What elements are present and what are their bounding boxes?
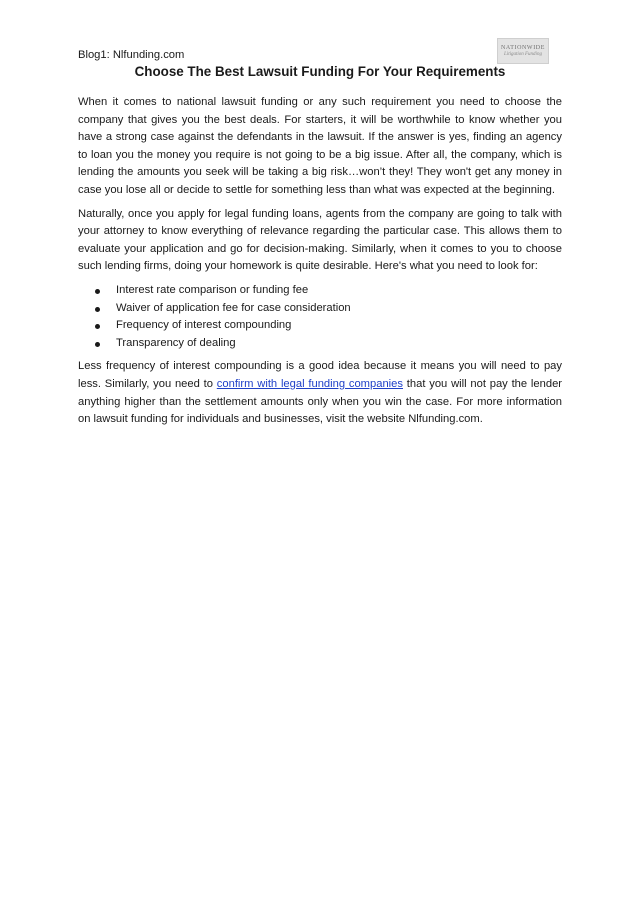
- legal-funding-link[interactable]: confirm with legal funding companies: [216, 377, 403, 390]
- paragraph-3-start: Less frequency of interest compounding is a good idea because it means you will need to pay less. Similarly, you need to: [78, 360, 562, 390]
- logo-line-1: NATIONWIDE: [501, 44, 545, 51]
- list-item: [78, 300, 562, 318]
- bullet-icon: [95, 307, 100, 312]
- list-item-text: Transparency of dealing: [116, 336, 236, 349]
- paragraph-2: Naturally, once you apply for legal funding loans, agents from the company are going to talk with your attorney to know everything of relevance regarding the particular case. This allows them to evaluate your application and go for decision-making. Similarly, when it comes to you to choose such lending firms, doing your homework is quite desirable. Here's what you need to look for:: [78, 207, 562, 273]
- paragraph-1: When it comes to national lawsuit funding or any such requirement you need to choose the company that gives you the best deals. For starters, it will be worthwhile to know whether you have a strong case against the defendants in the lawsuit. If the answer is yes, finding an agency to loan you the money you require is not going to be a big issue. After all, the company, which is lending the amounts you seek will be taking a big risk…won’t they! They won't get any money in case you lose all or decide to settle for something less than what was expected at the beginning.: [78, 96, 562, 196]
- list-item-text: Interest rate comparison or funding fee: [116, 283, 309, 296]
- bullet-icon: [95, 289, 100, 294]
- list-item: [78, 282, 562, 300]
- bullet-icon: [95, 342, 100, 347]
- paragraph-3: [78, 358, 562, 428]
- list-item: [78, 335, 562, 353]
- bullet-icon: [95, 324, 100, 329]
- list-item: [78, 317, 562, 335]
- list-item-text: Waiver of application fee for case consideration: [116, 301, 351, 314]
- company-logo: [497, 38, 549, 64]
- document-body: [78, 94, 562, 435]
- blog-header: Blog1: Nlfunding.com: [78, 49, 185, 61]
- list-item-text: Frequency of interest compounding: [116, 319, 292, 332]
- requirements-list: [78, 282, 562, 352]
- paragraph-3-end: that you will not pay the lender anything higher than the settlement amounts only when you win the case. For more information on lawsuit funding for individuals and businesses, visit the website Nlfunding.com.: [78, 377, 563, 426]
- document-title: Choose The Best Lawsuit Funding For Your Requirements: [134, 64, 506, 79]
- logo-line-2: Litigation Funding: [504, 51, 542, 57]
